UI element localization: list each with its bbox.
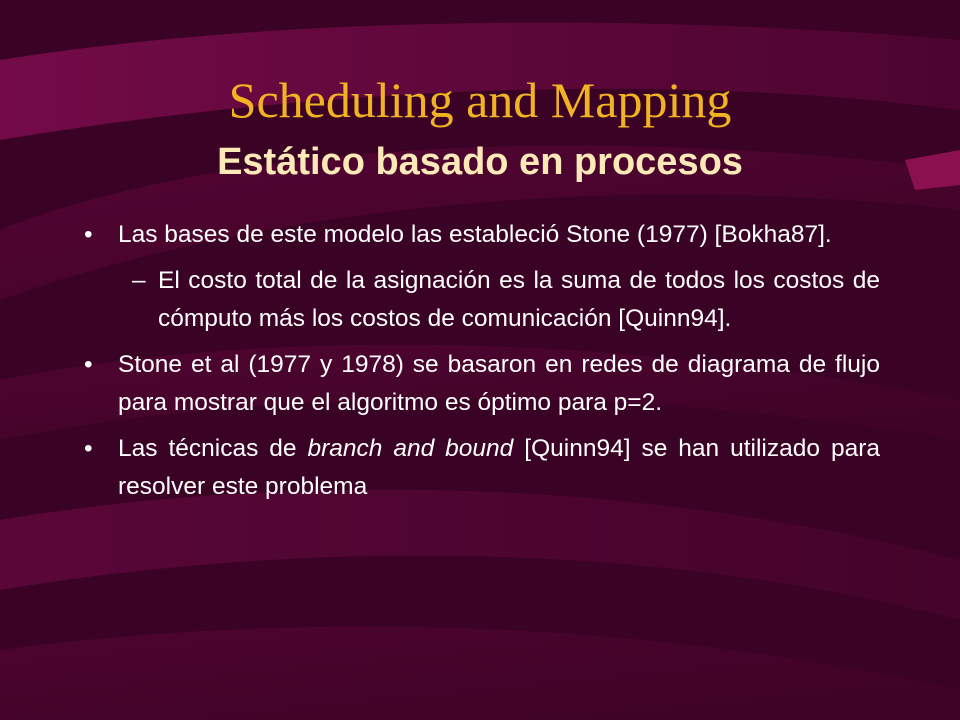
- slide-subtitle: Estático basado en procesos: [217, 141, 743, 183]
- bullet-text: Stone et al (1977 y 1978) se basaron en redes de diagrama de flujo para mostrar que el algoritmo es óptimo para p=2.: [118, 351, 880, 416]
- bullet-text: Las bases de este modelo las estableció Stone (1977) [Bokha87].: [118, 221, 832, 248]
- sub-bullet-text: El costo total de la asignación es la suma de todos los costos de cómputo más los costos de comunicación [Quinn94].: [158, 267, 880, 332]
- dash-icon: –: [132, 267, 146, 294]
- bullet-text-emphasis: branch and bound: [307, 435, 514, 462]
- sub-bullet-item-1: [78, 262, 880, 338]
- bullet-icon: •: [84, 221, 93, 248]
- bullet-text-before: Las técnicas de: [118, 435, 308, 462]
- bullet-text-after: [Quinn94] se han utilizado para resolver este problema: [118, 435, 880, 500]
- bullet-icon: •: [84, 351, 93, 378]
- bullet-item-3: [78, 430, 880, 506]
- bullet-item-1: [78, 216, 880, 254]
- slide-body: [78, 216, 880, 514]
- slide-title: Scheduling and Mapping: [228, 72, 732, 128]
- bullet-icon: •: [84, 435, 93, 462]
- bullet-item-2: [78, 346, 880, 422]
